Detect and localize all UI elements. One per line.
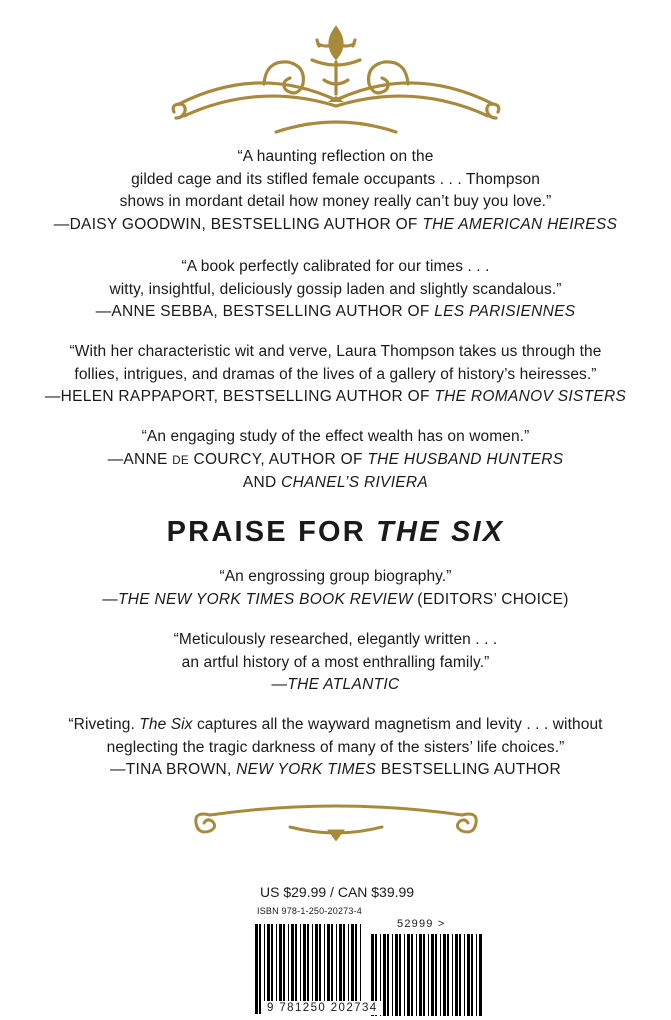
quote-line: neglecting the tragic darkness of many of the sisters’ life choices.”: [106, 738, 565, 756]
price-label: US $29.99 / CAN $39.99: [260, 884, 415, 900]
barcode-bar: [455, 934, 458, 1016]
attribution-line-2: AND CHANEL’S RIVIERA: [242, 474, 429, 491]
barcode-bar: [431, 934, 434, 1016]
review-de-courcy: [0, 426, 671, 495]
barcode-digits: 9 781250 202734: [264, 1001, 381, 1015]
barcode-bar: [435, 934, 437, 1016]
quote-line: “An engrossing group biography.”: [219, 568, 452, 585]
barcode-addon-digits: 52999 >: [397, 918, 446, 930]
barcode-bar: [416, 934, 417, 1016]
attribution: —DAISY GOODWIN, BESTSELLING AUTHOR OF THE AMERICAN HEIRESS: [53, 215, 618, 233]
barcode-bar: [447, 934, 449, 1016]
barcode-bar: [419, 934, 422, 1016]
quote-line: “An engaging study of the effect wealth has on women.”: [141, 428, 530, 445]
quote-line: “Riveting. The Six captures all the wayward magnetism and levity . . . without: [68, 716, 603, 733]
quote-line: gilded cage and its stifled female occupants . . . Thompson: [131, 170, 540, 188]
attribution: —TINA BROWN, NEW YORK TIMES BESTSELLING AUTHOR: [109, 761, 562, 778]
barcode-bar: [443, 934, 446, 1016]
barcode-bar: [395, 934, 398, 1016]
barcode-bar: [452, 934, 453, 1016]
barcode-bar: [476, 934, 477, 1016]
barcode-bar: [259, 924, 261, 1014]
praise-heading: PRAISE FOR THE SIX: [166, 516, 505, 548]
quote-line: “A book perfectly calibrated for our times . . .: [181, 258, 490, 275]
barcode-bar: [399, 934, 401, 1016]
attribution: —HELEN RAPPAPORT, BESTSELLING AUTHOR OF THE ROMANOV SISTERS: [44, 388, 627, 405]
barcode-bar: [407, 934, 410, 1016]
review-atlantic: [0, 629, 671, 697]
scroll-ornament-icon: [190, 801, 482, 841]
review-goodwin: [0, 146, 671, 236]
review-rappaport: [0, 341, 671, 409]
barcode-bar: [411, 934, 413, 1016]
barcode-bar: [471, 934, 473, 1016]
isbn-label: ISBN 978-1-250-20273-4: [257, 906, 362, 916]
barcode-bar: [440, 934, 441, 1016]
review-tina-brown: [0, 714, 671, 782]
review-sebba: [0, 256, 671, 324]
crown-ornament-icon: [168, 22, 504, 140]
quote-line: witty, insightful, deliciously gossip laden and slightly scandalous.”: [109, 280, 562, 298]
barcode-bar: [423, 934, 425, 1016]
barcode-bar: [392, 934, 393, 1016]
barcode-bar: [459, 934, 461, 1016]
attribution: —THE NEW YORK TIMES BOOK REVIEW (EDITORS’ CHOICE): [102, 590, 569, 608]
quote-line: shows in mordant detail how money really can’t buy you love.”: [119, 193, 552, 210]
attribution: —ANNE SEBBA, BESTSELLING AUTHOR OF LES PARISIENNES: [95, 303, 576, 320]
barcode-bar: [464, 934, 465, 1016]
barcode-bar: [428, 934, 429, 1016]
quote-line: an artful history of a most enthralling family.”: [181, 653, 490, 671]
attribution: —ANNE DE COURCY, AUTHOR OF THE HUSBAND HUNTERS: [107, 450, 564, 468]
barcode-bar: [467, 934, 470, 1016]
barcode-bar: [255, 924, 258, 1014]
attribution: —THE ATLANTIC: [271, 676, 400, 693]
barcode-bar: [383, 934, 386, 1016]
quote-line: “Meticulously researched, elegantly written . . .: [173, 631, 498, 648]
review-nytbr: [0, 566, 671, 611]
quote-line: “With her characteristic wit and verve, Laura Thompson takes us through the: [69, 343, 602, 360]
quote-line: follies, intrigues, and dramas of the lives of a gallery of history’s heiresses.”: [74, 365, 597, 383]
barcode-bar: [387, 934, 389, 1016]
barcode-bar: [404, 934, 405, 1016]
quote-line: “A haunting reflection on the: [237, 148, 434, 165]
barcode-bar: [479, 934, 482, 1016]
